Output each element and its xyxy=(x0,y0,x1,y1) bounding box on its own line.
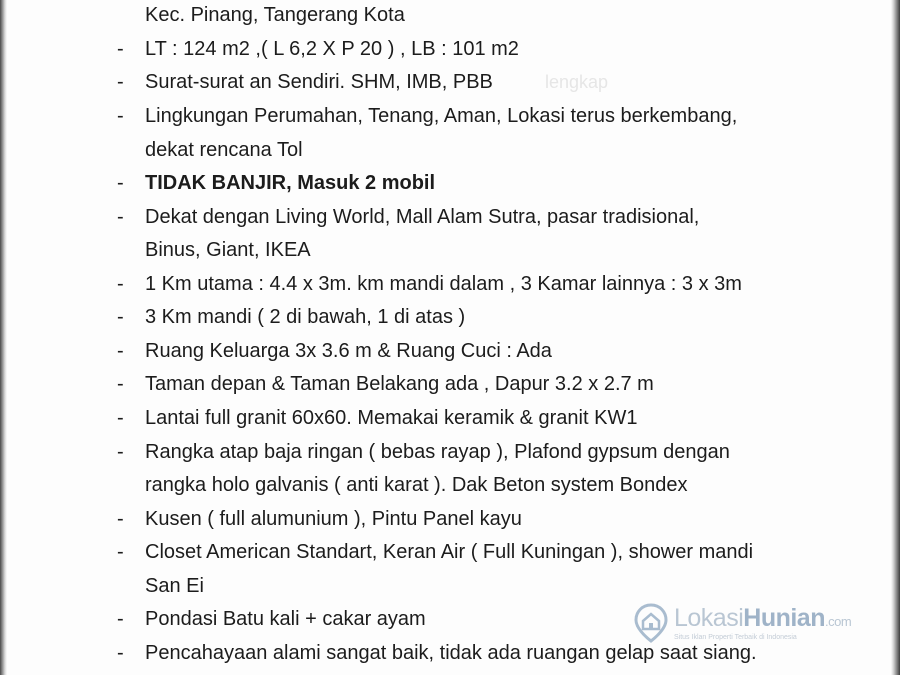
list-item-text: Lingkungan Perumahan, Tenang, Aman, Lokasi terus berkembang, xyxy=(145,105,738,127)
list-item-text: LT : 124 m2 ,( L 6,2 X P 20 ) , LB : 101 m2 xyxy=(145,38,519,60)
list-item-text: Kusen ( full alumunium ), Pintu Panel kayu xyxy=(145,508,522,530)
list-bullet: - xyxy=(117,608,124,630)
page-right-shadow xyxy=(891,0,900,675)
list-item-text: Ruang Keluarga 3x 3.6 m & Ruang Cuci : Ada xyxy=(145,340,552,362)
list-item-text-bold: TIDAK BANJIR, Masuk 2 mobil xyxy=(145,172,436,194)
list-item-text: Binus, Giant, IKEA xyxy=(145,239,311,261)
watermark-tagline: Situs Iklan Properti Terbaik di Indonesia xyxy=(674,634,797,641)
brand-part-hunian: Hunian xyxy=(743,604,825,632)
page-left-shadow xyxy=(0,0,7,675)
list-item-text: Pondasi Batu kali + cakar ayam xyxy=(145,608,426,630)
list-bullet: - xyxy=(117,407,124,429)
faded-text: lengkap xyxy=(545,72,609,92)
list-item-text: San Ei xyxy=(145,575,204,597)
house-location-pin-icon xyxy=(634,603,668,643)
list-item-text: Rangka atap baja ringan ( bebas rayap ), Plafond gypsum dengan xyxy=(145,441,730,463)
list-bullet: - xyxy=(117,38,124,60)
brand-part-domain: .com xyxy=(824,614,852,629)
list-bullet: - xyxy=(117,441,124,463)
list-item-text: dekat rencana Tol xyxy=(145,139,303,161)
list-bullet: - xyxy=(117,71,124,93)
brand-part-lokasi: Lokasi xyxy=(674,604,744,632)
list-item-text: Closet American Standart, Keran Air ( Full Kuningan ), shower mandi xyxy=(145,541,754,563)
list-item-text: Dekat dengan Living World, Mall Alam Sutra, pasar tradisional, xyxy=(145,206,700,228)
lokasihunian-watermark xyxy=(634,603,864,645)
list-bullet: - xyxy=(117,206,124,228)
watermark-brand xyxy=(674,603,851,637)
list-bullet: - xyxy=(117,508,124,530)
list-bullet: - xyxy=(117,273,124,295)
list-bullet: - xyxy=(117,105,124,127)
list-item-text: Taman depan & Taman Belakang ada , Dapur 3.2 x 2.7 m xyxy=(145,373,654,395)
list-item-text: Surat-surat an Sendiri. SHM, IMB, PBB xyxy=(145,71,493,93)
list-item-text: Pencahayaan alami sangat baik, tidak ada ruangan gelap saat siang. xyxy=(145,642,757,664)
list-item-text: rangka holo galvanis ( anti karat ). Dak Beton system Bondex xyxy=(145,474,688,496)
list-bullet: - xyxy=(117,642,124,664)
list-bullet: - xyxy=(117,340,124,362)
list-bullet: - xyxy=(117,373,124,395)
list-item-text: 3 Km mandi ( 2 di bawah, 1 di atas ) xyxy=(145,306,466,328)
list-item-text: 1 Km utama : 4.4 x 3m. km mandi dalam , 3 Kamar lainnya : 3 x 3m xyxy=(145,273,742,295)
list-item-text: Lantai full granit 60x60. Memakai keramik & granit KW1 xyxy=(145,407,638,429)
list-bullet: - xyxy=(117,172,124,194)
list-item-text: Kec. Pinang, Tangerang Kota xyxy=(145,4,405,26)
list-bullet: - xyxy=(117,306,124,328)
list-bullet: - xyxy=(117,541,124,563)
